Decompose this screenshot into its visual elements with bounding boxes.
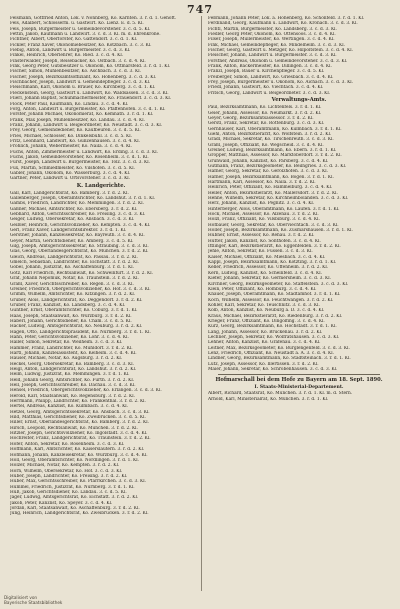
- directory-entry: Gambs, Friedrich, Landrichter, Ko. Memmingen. 3. r. d. 2. Kl.: [10, 201, 144, 207]
- directory-entry: Jordan, Karl, Staatsanwalt, Ko. Aschaffenburg. 3. r. d. 2. Kl.: [10, 505, 140, 511]
- directory-entry: Geier, Johann, Assessor, Ko. Neumarkt. 3. r. d. 2. Kl.: [208, 110, 322, 116]
- directory-entry: Freiberger, Simon, Landwirt, Ko. Griesbach. 3. c. d. 4. Kl.: [208, 74, 334, 80]
- directory-entry: Albert, Richard, Staatsrat, Ko. München. 3. r. d. 1. Kl. m. d. Stern.: [208, 391, 353, 397]
- directory-entry: Hochreiter, Franz, Landgerichtsrat, Ko. Traunstein. 3. r. d. 2. Kl.: [10, 436, 151, 442]
- stamp-line-2: Bayerische Staatsbibliothek: [4, 600, 63, 605]
- directory-entry: Fleischmann, Karl, Ökonom u. Brauer, Ko. Kirchberg. 3. c. d. 1. Kl.: [10, 85, 156, 91]
- directory-entry: Flock, Peter Paul, Kaufmann, Ko. Lindau. 3. c. d. 4. Kl.: [10, 101, 129, 107]
- directory-entry: Gernhäuser, Karl, Oberamtmann, Ko. Kulmbach. 3. r. d. 1. Kl.: [208, 126, 342, 132]
- directory-entry: Gerstl, Franz, Sekretär, Ko. Rottenburg. 3. c. d. 3. Kl.: [208, 121, 325, 127]
- right-section-heading-1: Verwaltungs-Amts.: [271, 97, 327, 104]
- directory-entry: Krieger, Franz, Offiziant, Ko. Dingolfing. 3. c. d. 4. Kl.: [208, 318, 325, 324]
- directory-entry: Kolb, Anton, Kanzlist, Ko. Neuburg a. D. 3. c. d. 4. Kl.: [208, 308, 325, 314]
- directory-entry: Gerstner, Johann, Kanzleisekretär, Ko. Bayreuth. 3. c. d. 4. Kl.: [10, 233, 145, 239]
- directory-entry: Kirchner, Georg, Bezirksgeometer, Ko. Staffelstein. 3. c. d. 3. Kl.: [208, 281, 349, 287]
- directory-entry: Fiebig, Anton, Landwirt u. Bürgermeister. 3. c. d. 3. Kl.: [10, 48, 131, 54]
- directory-entry: Fischer, Georg, Gastwirt u. Metzger, Ko. Hilpoltstein. 3. c. d. 4. Kl.: [208, 48, 353, 54]
- directory-entry: Herrmann, Philipp, Landrichter, Ko. Frankenthal. 3. r. d. 2. Kl.: [10, 399, 146, 405]
- directory-entry: Fichtl, Martin, Bürgermeister, Ko. Landsberg. 3. c. d. 3. Kl.: [208, 26, 337, 32]
- directory-entry: Häfner, Georg, Sekretär, Ko. Gerolzhofen. 3. c. d. 3. Kl.: [208, 169, 328, 175]
- directory-entry: Gilg, Joseph, Amtsgerichtssekretär, Ko. Straubing. 3. c. d. 3. Kl.: [10, 244, 149, 250]
- directory-entry: Holzer, Michael, Notar, Ko. Kempten. 3. r. d. 2. Kl.: [10, 463, 120, 469]
- left-entries-bottom: [10, 191, 192, 517]
- directory-entry: Hell, Joseph, Gerichtsschreiber, Ko. Dachau. 3. c. d. 3. Kl.: [10, 383, 136, 389]
- directory-entry: Gebhard, Anton, Gerichtsschreiber, Ko. Freising. 3. c. d. 3. Kl.: [10, 212, 146, 218]
- directory-entry: Arnold, Karl, Ministerialrat, Ko. München. 3. r. d. 1. Kl.: [208, 396, 329, 402]
- directory-entry: Haller, Simon, Sekretär, Ko. Weilheim. 3. c. d. 3. Kl.: [10, 340, 123, 346]
- directory-entry: Forster, Johann Michael, Ökonomierat, Ko. Kemnath. 3. r. d. 1. Kl.: [10, 112, 154, 118]
- directory-entry: Ferdinand, Georg, Kaufmann u. Landwirt, Ko. Kronach. 3. c. d. 3. Kl.: [208, 21, 358, 27]
- directory-entry: Gradl, Michael, Sekretär, Ko. Tirschenreuth. 3. c. d. 3. Kl.: [208, 137, 334, 143]
- directory-entry: Kappl, Joseph, Bezirksamtmann, Ko. Kötzting. 3. r. d. 1. Kl.: [208, 260, 337, 266]
- directory-entry: Hock, Michael, Assessor, Ko. Alzenau. 3. r. d. 2. Kl.: [208, 212, 319, 218]
- directory-entry: Klein, Peter, Offiziant, Ko. Homburg. 3. c. d. 4. Kl.: [208, 286, 317, 292]
- directory-entry: Jung, Heinrich, Landgerichtsrat, Ko. Zweibrücken. 3. r. d. 2. Kl.: [10, 511, 149, 517]
- directory-entry: Gutmann, Franz, Bezirksgeometer, Ko. Beilngries. 3. c. d. 3. Kl.: [208, 163, 347, 169]
- directory-entry: Fritz, Leonhard, Landwirt, Ko. Gunzenhausen. 3. c. d. 4. Kl.: [10, 138, 140, 144]
- directory-entry: Kern, Ludwig, Kanzlist, Ko. Scheinfeld. 3. c. d. 4. Kl.: [208, 270, 322, 276]
- directory-entry: Franzl, Joseph, Bauer u. Kirchenpfleger. 3. c. d. 5. Kl.: [208, 69, 325, 75]
- directory-entry: Huß, Jakob, Gerichtsdiener, Ko. Landau. 3. c. d. 5. Kl.: [10, 489, 127, 495]
- directory-entry: Keller, Friedrich, Assessor, Ko. Uffenheim. 3. r. d. 2. Kl.: [208, 265, 329, 271]
- directory-entry: Lenz, Friedrich, Offiziant, Ko. Neustadt a. A. 3. c. d. 4. Kl.: [208, 350, 334, 356]
- directory-entry: Maier, Johann, Sekretär, Ko. Schrobenhausen. 3. c. d. 3. Kl.: [208, 367, 338, 372]
- directory-entry: Frank, Anton, Bäckermeister, Ko. Dillingen. 3. c. d. 4. Kl.: [208, 64, 332, 70]
- directory-entry: Fritsch, Georg, Landwirt u. Beigeordneter. 3. c. d. 3. Kl.: [208, 90, 331, 96]
- directory-entry: Fettin, Jakob, Kaufmann u. Landwirt. 3. c. d. 3. Kl. m. d. Ehrenkrone.: [10, 32, 161, 38]
- directory-entry: Lechner, Joseph, Sekretär, Ko. Wolfratshausen. 3. c. d. 3. Kl.: [208, 334, 340, 340]
- directory-entry: Kaiser, Michael, Offiziant, Ko. Miesbach. 3. c. d. 4. Kl.: [208, 254, 326, 260]
- directory-entry: Filser, Joseph, Müllermeister, Ko. Wertingen. 3. c. d. 4. Kl.: [208, 37, 335, 43]
- directory-entry: Hahn, Peter, Gerichtsvollzieher, Ko. Lohr. 3. c. d. 4. Kl.: [10, 334, 129, 340]
- directory-entry: Gleich, Andreas, Landgerichtsrat, Ko. Passau. 3. r. d. 2. Kl.: [10, 254, 138, 260]
- directory-entry: Hartl, Johann, Kanzleiassistent, Ko. Kelheim. 3. c. d. 4. Kl.: [10, 350, 137, 356]
- directory-entry: Grimm, Wilhelm, Amtsrichter, Ko. Kitzingen. 3. r. d. 2. Kl.: [10, 292, 136, 298]
- directory-entry: Forstner, Andreas, Ökonom u. Gemeindevorsteher. 3. c. d. 3. Kl.: [208, 58, 348, 64]
- directory-entry: Gabler, Johann, Ökonom, Ko. Wasserburg. 3. c. d. 4. Kl.: [10, 170, 131, 176]
- directory-entry: Held, Johann Georg, Amtsrichter, Ko. Fürth. 3. r. d. 2. Kl.: [10, 377, 135, 383]
- column-divider: [201, 16, 202, 591]
- directory-entry: Günther, Ernst, Oberamtsrichter, Ko. Coburg. 3. r. d. 1. Kl.: [10, 308, 138, 314]
- directory-entry: Fickler, Franz Xaver, Ökonomiebesitzer, Ko. Kotzbach. 3. c. 3. Kl.: [10, 42, 152, 48]
- directory-entry: Jakob, Peter, Kanzlist, Ko. Speyer. 3. c. d. 4. Kl.: [10, 500, 113, 506]
- directory-entry: Lindner, Georg, Bezirksamtmann, Ko. Stadtsteinach. 3. r. d. 1. Kl.: [208, 356, 351, 362]
- directory-entry: Gruber, Franz, Kanzlist, Ko. Landsberg. 3. c. d. 4. Kl.: [10, 302, 126, 308]
- directory-entry: Greiner, Ludwig, Bezirksamtmann, Ko. Ebern. 3. r. d. 1. Kl.: [208, 147, 337, 153]
- stamp-line-1: Digitalisiert von: [4, 595, 38, 600]
- directory-entry: Fux, Martin, Schmiedmeister, Ko. Vilshofen. 3. c. d. 5. Kl.: [10, 165, 135, 171]
- directory-entry: Ittlinger, Karl, Bezirkstierarzt, Ko. Eggenfelden. 3. r. d. 2. Kl.: [208, 244, 341, 250]
- directory-entry: Haas, Joseph, Staatsanwalt, Ko. Würzburg. 3. r. d. 2. Kl.: [10, 313, 132, 319]
- right-section-heading-3: I. Staats-Ministerial-Departement.: [254, 385, 344, 391]
- directory-entry: Fürst, Joseph, Landwirt u. Bürgermeister, Ko. Tölz. 3. c. d. 3. Kl.: [10, 160, 151, 166]
- right-entries-top: [208, 16, 390, 96]
- directory-entry: Hofbauer, Georg, Sekretär, Ko. Oberviechtach. 3. c. d. 3. Kl.: [208, 222, 339, 228]
- directory-entry: Lutz, Joseph, Assessor, Ko. Illertissen. 3. r. d. 2. Kl.: [208, 361, 319, 367]
- directory-entry: Fink, Georg Peter, Gutsbesitzer u. Ökonom, Ko. Ottmarsfeld. 3. r. d. 1. Kl.: [10, 64, 171, 70]
- directory-entry: Hild, Matthias, Gerichtsdiener, Ko. Zweibrücken. 3. c. d. 5. Kl.: [10, 415, 146, 421]
- directory-entry: Heller, Anton, Bezirkstierarzt, Ko. Mallersdorf. 3. r. d. 2. Kl.: [208, 190, 338, 196]
- directory-entry: Kiefer, Johann, Sekretär, Ko. Germersheim. 3. c. d. 3. Kl.: [208, 276, 332, 282]
- directory-entry: Fuchs, Jakob, Gemeindevorsteher, Ko. Rosenheim. 3. c. d. 1. Kl.: [10, 154, 149, 160]
- directory-entry: Holler, Joseph, Bezirksamtmann, Ko. Zusmarshausen. 3. r. d. 1. Kl.: [208, 228, 353, 234]
- left-section-heading: K. Landgerichte.: [76, 182, 126, 189]
- directory-entry: Fink, Michael, Gemeindepfleger, Ko. Mindelheim. 3. c. d. 3. Kl.: [208, 42, 345, 48]
- directory-entry: Hensel, Friedrich, Obergerichtsvollzieher, Ko. Erlangen. 3. c. d. 3. Kl.: [10, 388, 162, 394]
- library-stamp: [4, 595, 62, 605]
- directory-entry: Kraus, Michael, Bezirkstierarzt, Ko. Riedenburg. 3. r. d. 2. Kl.: [208, 313, 343, 319]
- directory-entry: Giehl, Anton, Bezirkstierarzt, Ko. Wolfstein. 3. r. d. 2. Kl.: [208, 131, 332, 137]
- directory-entry: Gallenberger, Joseph, Oberamtsrichter, Ko. Landshut. 3. r. d. 1. Kl.: [10, 196, 156, 201]
- directory-entry: Fischer, Joseph, Bezirksamtsoffiziant, Ko. Hohenberg. 3. c. d. 3. Kl.: [10, 74, 157, 80]
- directory-entry: Gropper, Matthias, Assessor, Ko. Marktoberdorf. 3. r. d. 2. Kl.: [208, 153, 342, 159]
- directory-entry: Hauser, Michael, Notar, Ko. Augsburg. 3. r. d. 2. Kl.: [10, 356, 123, 362]
- directory-entry: Gräßl, Xaver, Gerichtsschreiber, Ko. Regen. 3. c. d. 3. Kl.: [10, 281, 134, 287]
- directory-entry: Gärtner, Peter, Landwirt u. Ortsvorsteher. 3. c. d. 3. Kl.: [10, 176, 131, 182]
- directory-entry: Götz, Karl Friedrich, Rechtsanwalt, Ko. Schweinfurt. 3. r. d. 2. Kl.: [10, 270, 153, 276]
- directory-entry: Heinrich, Peter, Offiziant, Ko. Hammelburg. 3. c. d. 4. Kl.: [208, 185, 333, 191]
- directory-entry: Heigl, Anton, Landgerichtsrat, Ko. Landshut. 3. r. d. 2. Kl.: [10, 367, 137, 372]
- directory-entry: Huber, Max, Gerichtsschreiber, Ko. Pfarrkirchen. 3. c. d. 3. Kl.: [10, 479, 146, 485]
- directory-entry: Hacker, Ludwig, Amtsgerichtsrat, Ko. Neuburg. 3. r. d. 2. Kl.: [10, 324, 143, 330]
- directory-entry: Huber, Joseph, Landrichter, Ko. Freising. 3. r. d. 2. Kl.: [10, 473, 128, 479]
- directory-entry: Horn, Wilhelm, Obersekretär, Ko. Hof. 3. c. d. 3. Kl.: [10, 468, 123, 474]
- directory-entry: Flierl, Johann Baptist, Schuhmachermeister, Ko. Frauendorf. 3. c. d. 3. Kl.: [10, 96, 172, 102]
- directory-entry: Hirsch, Leopold, Rechtsanwalt, Ko. München. 3. r. d. 2. Kl.: [10, 425, 138, 431]
- directory-entry: Knauer, Joseph, Oberamtmann, Ko. Stadtamhof. 3. r. d. 1. Kl.: [208, 292, 341, 298]
- directory-entry: Heim, Ludwig, Justizrat, Ko. Memmingen. 3. r. d. 1. Kl.: [10, 372, 130, 378]
- directory-entry: Gall, Karl, Landgerichtsrat, Ko. Bamberg. 3. r. d. 2. Kl.: [10, 190, 129, 196]
- directory-entry: Jehle, Anton, Sekretär, Ko. Füssen. 3. c. d. 3. Kl.: [208, 249, 313, 255]
- directory-entry: Herz, Johann, Kanzlist, Ko. Pegnitz. 3. c. d. 4. Kl.: [208, 201, 315, 207]
- directory-entry: Hartmann, Karl, Assessor, Ko. Naila. 3. r. d. 2. Kl.: [208, 179, 316, 185]
- directory-entry: Hinterberger, Alois, Oberamtmann, Ko. Laufen. 3. r. d. 1. Kl.: [208, 206, 340, 212]
- directory-entry: Lehner, Anton, Kanzlist, Ko. Grafenau. 3. c. d. 4. Kl.: [208, 340, 321, 346]
- directory-entry: Felsmann, Gottfried Anton, Lok. v. Nonnberg, Ko. Kärnten. 3. r. d. 1. Gehöft.: [10, 16, 177, 21]
- directory-entry: Hagen, Otto, Landgerichtspräsident, Ko. Nürnberg. 3. r. d. 1. Kl.: [10, 329, 151, 335]
- directory-entry: Hutter, Jakob, Kanzlist, Ko. Sonthofen. 3. c. d. 4. Kl.: [208, 238, 321, 244]
- right-column: [208, 16, 390, 596]
- directory-entry: Fleckenstein, Georg, Gastwirt u. Landwirt, Ko. Waldsassen. 3. c. d. 3. Kl.: [10, 90, 169, 96]
- directory-entry: Fleischer, Johann, Landwirt u. Bürgermeister. 3. c. d. 3. Kl.: [208, 53, 337, 59]
- directory-entry: Fiedler, Georg Peter, Ökonom, Ko. Ottensoos. 3. c. d. 4. Kl.: [208, 32, 336, 38]
- directory-entry: Gaßner, Michael, Amtsrichter, Ko. Ebersberg. 3. r. d. 2. Kl.: [10, 206, 138, 212]
- directory-entry: Fröhlich, Johann, Webermeister, Ko. Naila. 3. c. d. 4. Kl.: [10, 144, 132, 150]
- directory-entry: Feßmann, Johann Peter, Lok. a. Hohenberg, Ko. Schönfeld. 3. r. d. 1. Kl.: [208, 16, 365, 21]
- directory-entry: Köhler, Karl, Sekretär, Ko. Teuschnitz. 3. c. d. 3. Kl.: [208, 302, 320, 308]
- directory-entry: Herold, Karl, Staatsanwalt, Ko. Regensburg. 3. r. d. 2. Kl.: [10, 393, 135, 399]
- directory-entry: Hölzl, Franz, Offiziant, Ko. Vilsbiburg. 3. c. d. 4. Kl.: [208, 217, 320, 223]
- directory-entry: Frey, Joseph, Bürgermeister u. Ökonom, Ko. Aichach. 3. c. d. 3. Kl.: [208, 80, 354, 86]
- directory-entry: Hitzler, Joseph, Gerichtsvollzieher, Ko. Ingolstadt. 3. c. d. 4. Kl.: [10, 431, 148, 437]
- directory-entry: Koch, Wilhelm, Assessor, Ko. Feuchtwangen. 3. r. d. 2. Kl.: [208, 297, 334, 303]
- directory-entry: Geyer, Georg, Bezirksamtsassessor. 3. r. d. 2. Kl.: [208, 115, 314, 121]
- directory-entry: Fels, Joseph, Bürgermeister u. Gemeindevorsteher. 3. c. d. 5. Kl.: [10, 26, 151, 32]
- directory-entry: Gmelch, Sebastian, Landrichter, Ko. Eichstätt. 3. r. d. 2. Kl.: [10, 260, 139, 266]
- directory-entry: Greiner, Friedrich, Obergerichtsvollzieher, Ko. Hof. 3. c. d. 3. Kl.: [10, 286, 151, 292]
- directory-entry: Geyer, Martin, Gerichtsdiener, Ko. Amberg. 3. c. d. 5. Kl.: [10, 238, 134, 244]
- directory-entry: Hafner, Joseph, Bezirksamtmann, Ko. Bogen. 3. r. d. 1. Kl.: [208, 174, 334, 180]
- directory-entry: Fischbacher, Joseph, Landwirt u. Gemeindepfleger. 3. c. d. 3. Kl.: [10, 80, 151, 86]
- directory-entry: Hofer, Anton, Sekretär, Ko. Rosenheim. 3. c. d. 3. Kl.: [10, 441, 125, 447]
- directory-entry: Finsterwalder, Joseph, Reisebäcker, Ko. Ostbach. 3. c. d. 4. Kl.: [10, 58, 146, 64]
- directory-entry: Frey, Georg, Gemeindediener, Ko. Kaufbeuren. 3. c. d. 5. Kl.: [10, 128, 141, 134]
- directory-entry: Fries, Michael, Schlosser, Ko. Dinkelsbühl. 3. c. d. 5. Kl.: [10, 133, 132, 139]
- directory-entry: Frank, Max Joseph, Mühlenbesitzer, Ko. Landau. 3. c. d. 4. Kl.: [10, 117, 145, 123]
- directory-entry: Hertel, Andreas, Kanzlist, Ko. Kulmbach. 3. c. d. 4. Kl.: [10, 404, 129, 410]
- directory-entry: Haberl, Johann, Gerichtsdiener, Ko. Cham. 3. c. d. 5. Kl.: [10, 318, 132, 324]
- left-column: [10, 16, 192, 596]
- right-entries-bottom: [208, 391, 390, 402]
- directory-entry: Hammer, Franz, Landrichter, Ko. Mühldorf. 3. r. d. 2. Kl.: [10, 345, 133, 351]
- directory-entry: Leitner, Max, Bezirksgeometer, Ko. Burglengenfeld. 3. c. d. 3. Kl.: [208, 345, 350, 351]
- directory-entry: Geißler, Heinrich, Gerichtsvollzieher, Ko. Kempten. 3. c. d. 4. Kl.: [10, 222, 151, 228]
- right-entries-middle: [208, 105, 390, 372]
- directory-entry: Hiller, Ernst, Oberlandesgerichtsrat, Ko. Bamberg. 3. r. d. 2. Kl.: [10, 420, 149, 426]
- directory-entry: Fischer, Simon, Mühlenbesitzer, Ko. Aschbach. 3. c. d. 3. Kl.: [10, 69, 141, 75]
- directory-entry: Hübner, Ernst, Assessor, Ko. Rehau. 3. r. d. 2. Kl.: [208, 233, 315, 239]
- directory-entry: Gerl, Franz Xaver, Landgerichtsdirektor. 3. r. d. 1. Kl.: [10, 228, 127, 234]
- directory-entry: Friedl, Johann, Gastwirt, Ko. Viechtach. 3. c. d. 4. Kl.: [208, 85, 324, 91]
- section-rule: [218, 374, 380, 375]
- directory-entry: Jäger, Ludwig, Amtsgerichtsrat, Ko. Eichstätt. 3. r. d. 2. Kl.: [10, 495, 139, 501]
- directory-entry: Gruber, Alois, Landgerichtsrat, Ko. Deggendorf. 3. r. d. 2. Kl.: [10, 297, 143, 303]
- directory-entry: Franz, Johann, Landwirt u. Beigeordneter, Ko. Neustadt. 3. c. d. 3. Kl.: [10, 122, 163, 128]
- directory-entry: Fichtner, Albert, Oberförster, Ko. Gattendorf. 3. c. d. 1. Kl.: [10, 37, 138, 43]
- directory-entry: Geiger, Ludwig, Obersekretär, Ko. Ansbach. 3. c. d. 3. Kl.: [10, 217, 135, 223]
- page-number: 747: [187, 3, 213, 16]
- directory-entry: Fels, Adalbert, Schlosserm. u. Gastwirt. Ko. Lienz. E. d. 5. Kl.: [10, 21, 144, 27]
- directory-entry: Hofmann, Johann, Kanzleisekretär, Ko. Würzburg. 3. c. d. 4. Kl.: [10, 452, 148, 458]
- directory-entry: Hoffmann, Karl, Amtsrichter, Ko. Kaiserslautern. 3. r. d. 2. Kl.: [10, 447, 145, 453]
- right-section-heading-2: Hofmarschall bei dem Hofe zu Bayern am 18. Sept. 1890.: [215, 377, 383, 384]
- directory-entry: Heckel, Georg, Obersekretär, Ko. Bamberg. 3. c. d. 3. Kl.: [10, 361, 134, 367]
- directory-entry: Hetzel, Georg, Amtsgerichtssekretär, Ko. Ansbach. 3. c. d. 3. Kl.: [10, 409, 150, 415]
- directory-entry: Hummel, Friedrich, Justizrat, Ko. Nürnberg. 3. r. d. 1. Kl.: [10, 484, 135, 490]
- directory-entry: Graßl, Joseph, Offiziant, Ko. Wegscheid. 3. c. d. 4. Kl.: [208, 142, 324, 148]
- directory-entry: Glas, Georg, Oberlandesgerichtsrat, Ko. München. 3. r. d. 2. Kl.: [10, 249, 149, 255]
- directory-entry: Henne, Wilhelm, Sekretär, Ko. Kirchheimbolanden. 3. c. d. 3. Kl.: [208, 196, 349, 201]
- directory-entry: Grünwald, Johann, Kanzlist, Ko. Parsberg. 3. c. d. 4. Kl.: [208, 158, 329, 164]
- directory-entry: Paul, Bezirksamtmann, Ko. Lichtenfels. 3. r. d. 1. Kl.: [208, 105, 322, 111]
- directory-entry: Graf, Johann Nepomuk, Notar, Ko. Traunstein. 3. r. d. 2. Kl.: [10, 276, 139, 282]
- directory-entry: Lang, Johann, Assessor, Ko. Brückenau. 3. r. d. 2. Kl.: [208, 329, 323, 335]
- left-entries-top: [10, 16, 192, 182]
- directory-entry: Holl, Georg, Oberamtsrichter, Ko. Nördlingen. 3. r. d. 1. Kl.: [10, 457, 140, 463]
- directory-entry: Finkel, Heinrich, Oberlehrer, Ko. Ried. 3. c. d. 4. Kl.: [10, 53, 124, 59]
- directory-entry: Göbel, Johann, Justizrat, Ko. Aschaffenburg. 3. r. d. 1. Kl.: [10, 265, 134, 271]
- directory-entry: Förg, Anton, Landwirt u. Bürgermeister, Ko. Pfaffenhofen. 3. c. d. 1. Kl.: [10, 106, 166, 112]
- directory-entry: Fuchs, Anton, Zimmermeister u. Landwirt, Ko. Erding. 3. c. d. 3. Kl.: [10, 149, 158, 155]
- directory-entry: Kurz, Georg, Bezirksamtmann, Ko. Höchstädt. 3. r. d. 1. Kl.: [208, 324, 337, 330]
